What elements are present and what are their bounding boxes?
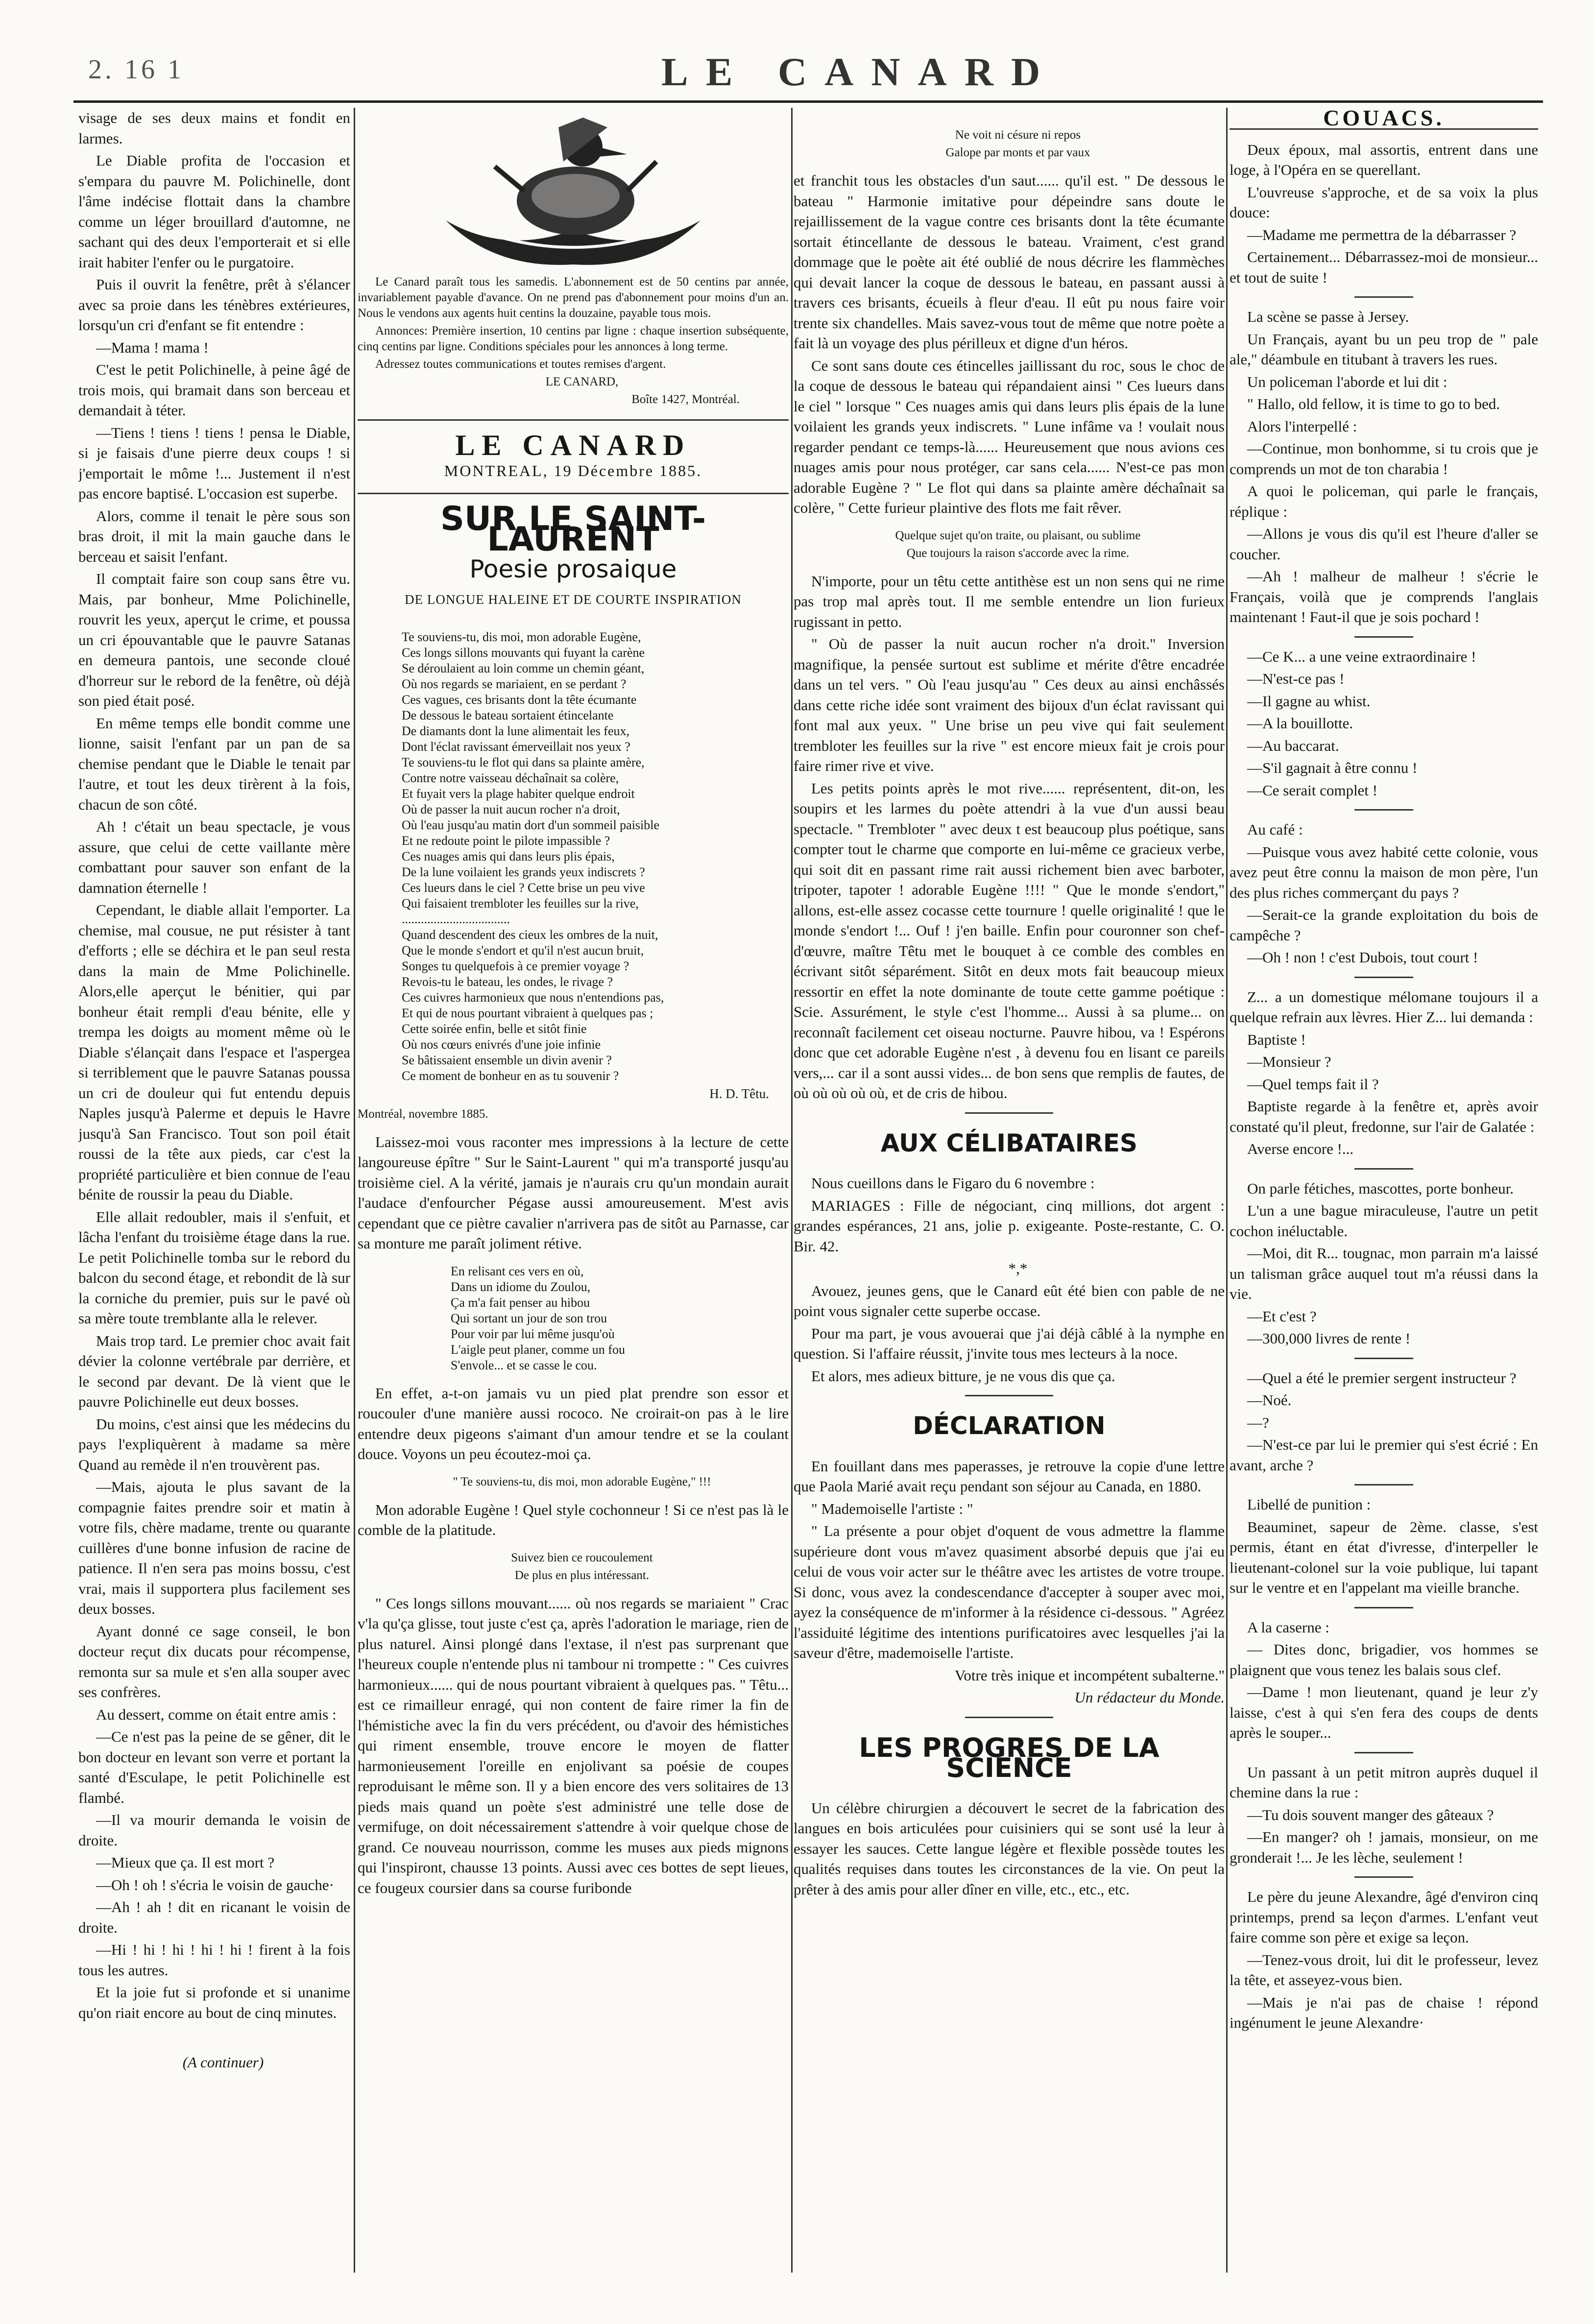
asterism: *,* [1008,1260,1028,1277]
poem [358,629,789,1084]
paragraph: —Monsieur ? [1247,1053,1331,1070]
paragraph: L'ouvreuse s'approche, et de sa voix la plus douce: [1230,183,1538,221]
verse-line: L'aigle peut planer, comme un fou [451,1342,625,1357]
divider [1354,1752,1413,1753]
paragraph: " Où de passer la nuit aucun rocher n'a droit." Inversion magnifique, la pensée surtout est sublime et mérite d'être encadrée dans un tel vers. " Où l'eau jusqu'au " Ces deux au ainsi enchâssés dans cette riche idée sont vraiment des bijoux d'un éclat ravissant qui font mal aux yeux. " Une brise un peu vive qui fait seulement trembloter les feuilles sur la rive " est encore mieux fait je crois pour faire rimer rive et vive. [794,635,1225,774]
joke-item [1230,819,1538,968]
paragraph: Cependant, le diable allait l'emporter. La chemise, mal cousue, ne put résister à tant d'efforts ; elle se déchira et le pan seul resta dans la main de Mme Polichinelle. Alors,elle aperçut le bénitier, qui par bonheur était rempli d'eau bénite, elle y trempa les doigts au moment même où le Diable s'élançait dans l'espace et l'aspergea si terriblement que le pauvre Satanas poussa un cri de douleur qui fut entendu depuis Naples jusqu'à Palerme et depuis le Havre jusqu'à San Francisco. Tout son poil était roussi de la tête aux pieds, car c'est la propriété particulière et bien connue de l'eau bénite de roussir la peau du Diable. [78,901,350,1203]
joke-item [1230,1368,1538,1476]
paragraph: " La présente a pour objet d'oquent de vous admettre la flamme supérieure dont vous m'avez quasiment absorbé depuis que j'ai eu celui de vous voir acter sur le théâtre avec les artistes de votre troupe. Si donc, vous avez la condescendance d'accepter à souper avec moi, ayez la conséquence de m'informer à la résidence ci-dessous. " Agréez l'assiduité légitime des intentions purificatoires avec lesquelles j'ai la saveur d'être, mademoiselle l'artiste. [794,1522,1225,1661]
poem-line: Quand descendent des cieux les ombres de la nuit, [402,928,658,942]
paragraph: —Il gagne au whist. [1247,692,1371,710]
poem-line: Que le monde s'endort et qu'il n'est aucun bruit, [402,943,644,958]
subscription-notice: Le Canard paraît tous les samedis. L'abonnement est de 50 centins par année, invariablement payable d'avance. On ne prend pas d'abonnement pour moins d'un an. Nous le vendons aux agents huit centins la douzaine, payable tous mois. [358,275,789,320]
paragraph: —Tiens ! tiens ! tiens ! pensa le Diable, si je faisais d'une pierre deux coups ! si j'emportait le môme !... Justement il n'est pas encore baptisé. L'occasion est superbe. [78,424,350,502]
divider [965,1112,1053,1114]
verse-line: En relisant ces vers en où, [451,1264,584,1278]
paragraph: " Ces longs sillons mouvant...... où nos regards se mariaient " Crac v'la qu'ça glisse, tout juste c'est ça, après l'adoration le mariage, rien de plus naturel. Ainsi plongé dans l'extase, il n'est pas surprenant que l'heureux couple n'entende plus ni tambour ni trompette : " Ces cuivres harmonieux...... qui de nous pourtant vibraient à quelques pas. " Têtu... est ce rimailleur enragé, qui non content de faire rimer la fin de l'hémistiche avec la fin du vers précédent, ou d'avoir des hémistiches qui riment ensemble, trouve encore le moyen de flatter harmonieusement l'oreille en enjolivant sa poésie de coupes reproduisant le même son. Il y a bien encore des vers solitaires de 13 pieds mais quand un poète s'est administré une telle dose de vermifuge, on doit nécessairement s'attendre à voir quelque chose de grand. Ce nouveau nourrisson, comme les muses aux pieds mignons qui l'inspiront, chausse 13 points. Aussi avec ces bottes de sept lieues, ce fougeux coursier dans sa course furibonde [358,1594,789,1896]
joke-item [1230,987,1538,1159]
article-headline: SUR LE SAINT-LAURENT [440,500,706,559]
page-number: 2. 16 1 [88,54,184,85]
poem-line: Te souviens-tu le flot qui dans sa plainte amère, [402,755,645,769]
paragraph: Un passant à un petit mitron auprès duquel il chemine dans la rue : [1230,1763,1538,1801]
paragraph: Avouez, jeunes gens, que le Canard eût été bien con pable de ne point vous signaler cette superbe occase. [794,1282,1225,1319]
ads-notice: Annonces: Première insertion, 10 centins par ligne : chaque insertion subséquente, cinq centins par ligne. Conditions spéciales pour les annonces à long terme. [358,324,789,353]
poem-line: Cette soirée enfin, belle et sitôt finie [402,1022,587,1036]
paragraph: La scène se passe à Jersey. [1247,308,1409,325]
paragraph: —Tu dois souvent manger des gâteaux ? [1247,1806,1494,1823]
paragraph: —Noé. [1247,1391,1292,1409]
divider [1354,977,1413,978]
poem-line: Songes tu quelquefois à ce premier voyage ? [402,959,629,973]
section-headline: LES PROGRES DE LA SCIENCE [859,1732,1159,1783]
paragraph: Un policeman l'aborde et lui dit : [1247,373,1448,390]
serial-story [78,108,350,2023]
paragraph: Au dessert, comme on était entre amis : [96,1705,337,1723]
paragraph: —Oh ! non ! c'est Dubois, tout court ! [1247,949,1478,966]
duck-illustration [436,108,710,274]
verse-line: Dans un idiome du Zoulou, [451,1279,591,1294]
paragraph: —300,000 livres de rente ! [1247,1330,1411,1347]
joke-item [1230,1494,1538,1598]
paragraph: Puis il ouvrit la fenêtre, prêt à s'élancer avec sa proie dans les ténèbres extérieures, lorsqu'un cri d'enfant se fit entendre : [78,276,350,334]
column-1 [78,108,350,2282]
paragraph: —Quel a été le premier sergent instructeur ? [1247,1369,1517,1387]
paragraph: —Mais, ajouta le plus savant de la compagnie faites prendre soir et matin à votre fils, chère madame, trente ou quarante cuillères d'une bonne infusion de racine de patience. Il n'en sera pas moins bossu, c'est vrai, mais il supportera plus facilement ses deux bosses. [78,1478,350,1617]
paragraph: Et alors, mes adieux bitture, je ne vous dis que ça. [811,1367,1115,1385]
poem-line: Ce moment de bonheur en as tu souvenir ? [402,1069,619,1083]
paragraph: —Oh ! oh ! s'écria le voisin de gauche· [96,1876,334,1893]
paragraph: —S'il gagnait à être connu ! [1247,759,1418,776]
paragraph: Deux époux, mal assortis, entrent dans une loge, à l'Opéra en se querellant. [1230,141,1538,178]
divider [1354,1876,1413,1878]
paragraph: Votre très inique et incompétent subalterne." [955,1666,1225,1684]
paragraph: Laissez-moi vous raconter mes impressions à la lecture de cette langoureuse épître " Sur le Saint-Laurent " qui m'a transporté jusqu'au troisième ciel. A la vérité, jamais je n'aurais cru qu'un mondain aurait l'audace d'enfourcher Pégase aussi amoureusement. M'est avis cependant que ce piètre cavalier n'arrivera pas de sitôt au Parnasse, car sa monture me paraît joliment rétive. [358,1133,789,1252]
section-headline: DÉCLARATION [913,1412,1106,1440]
divider [358,419,789,421]
poem-line: Où l'eau jusqu'au matin dort d'un sommeil paisible [402,818,660,832]
column-4 [1230,108,1538,2282]
paragraph: Un Français, ayant bu un peu trop de " pale ale," déambule en titubant à travers les rues. [1230,330,1538,368]
quote: Quelque sujet qu'on traite, ou plaisant, ou sublime [895,528,1141,542]
paragraph: Ce sont sans doute ces étincelles jaillissant du roc, sous le choc de la coque de dessous le bateau qui répandaient ainsi " Ces lueurs dans le ciel " lorsque " Ces nuages amis qui dans leurs plis épais de la lune voilaient les grands yeux indiscrets. " Lune infâme va ! voulait nous regarder pendant ce temps-là...... Heureusement que nous avions ces nuages amis pour nous protéger, car sans cela...... N'est-ce pas mon adorable Eugène ? " Le flot qui dans sa plainte amère déchaînait sa colère, " Cette furieur plaintive des flots me fait rêver. [794,357,1225,516]
poem-signature: H. D. Têtu. [709,1086,769,1101]
paragraph: " Mademoiselle l'artiste : " [811,1500,973,1517]
poem-line: Et qui de nous pourtant vibraient à quelques pas ; [402,1006,653,1020]
paragraph: En même temps elle bondit comme une lionne, saisit l'enfant par un pan de sa chemise pendant que le Diable le tenait par l'autre, et tout les deux tirèrent à la fois, chacun de son côté. [78,714,350,813]
paragraph: Alors l'interpellé : [1247,417,1357,435]
paragraph: Et la joie fut si profonde et si unanime qu'on riait encore au bout de cinq minutes. [78,1984,350,2021]
paragraph: —Serait-ce la grande exploitation du bois de campêche ? [1230,906,1538,944]
poem-line: Se déroulaient au loin comme un chemin géant, [402,661,645,675]
paragraph: —Il va mourir demanda le voisin de droite. [78,1811,350,1849]
paragraph: Un célèbre chirurgien a découvert le secret de la fabrication des langues en bois articulées pour cuisiniers qui se sont usé la leur à essayer les sauces. Cette langue légère et flexible possède toutes les qualités requises dans toutes les circonstances de la vie. On peut la prêter à des amis pour aller dîner en ville, etc., etc., etc. [794,1799,1225,1898]
poem-line: Ces longs sillons mouvants qui fuyant la carène [402,646,645,660]
paragraph: —Au baccarat. [1247,737,1339,754]
divider [1354,1607,1413,1608]
divider [358,493,789,494]
joke-item [1230,1178,1538,1349]
poem-line: Ces lueurs dans le ciel ? Cette brise un peu vive [402,881,645,895]
paragraph: Mais trop tard. Le premier choc avait fait dévier la colonne vertébrale par derrière, et le second par devant. De là vient que le pauvre Polichinelle eut deux bosses. [78,1332,350,1410]
paragraph: Certainement... Débarrassez-moi de monsieur... et tout de suite ! [1230,248,1538,286]
paragraph: Le père du jeune Alexandre, âgé d'environ cinq printemps, prend sa leçon d'armes. L'enfant veut faire comme son père et exige sa leçon. [1230,1888,1538,1946]
paragraph: et franchit tous les obstacles d'un saut...... qu'il est. " De dessous le bateau " Harmonie imitative pour dépeindre sans doute le rejaillissement de la vague contre ces brisants dont la tête écumante sortait étincellante de dessous le bateau. Vraiment, c'est grand dommage que le poète ait été oublié de nous décrire les flammèches qui devait lancer la coque de dessous le bateau, en passant aussi à travers ces brisants, écueils à fleur d'eau. Il eût pu nous faire voir trente six chandelles. Mais savez-vous tout de même que notre poète a fait là un voyage des plus périlleux et digne d'un héros. [794,172,1225,352]
poem-line: Ces cuivres harmonieux que nous n'entendions pas, [402,990,664,1005]
poem-line: Se bâtissaient ensemble un divin avenir ? [402,1053,612,1067]
article-subhead-2: DE LONGUE HALEINE ET DE COURTE INSPIRATION [405,592,742,607]
joke-item [1230,1887,1538,2033]
paragraph: —Ce serait complet ! [1247,781,1377,799]
verse [358,1264,789,1373]
paragraph: A quoi le policeman, qui parle le français, réplique : [1230,482,1538,520]
paragraph: — Dites donc, brigadier, vos hommes se plaignent que vous tenez les balais sous clef. [1230,1641,1538,1678]
poem-line: Contre notre vaisseau déchaînait sa colère, [402,771,619,785]
paragraph: —Mama ! mama ! [96,338,209,356]
paragraph: Mon adorable Eugène ! Quel style cochonneur ! Si ce n'est pas là le comble de la platitude. [358,1501,789,1538]
poem-line: De dessous le bateau sortaient étincelante [402,708,614,722]
paragraph: L'un a une bague miraculeuse, l'autre un petit cochon inéluctable. [1230,1202,1538,1240]
quote: Suivez bien ce roucoulement [511,1551,653,1564]
poem-line: Où de passer la nuit aucun rocher n'a droit, [402,802,620,816]
joke-item [1230,140,1538,288]
verse-line: Pour voir par lui même jusqu'où [451,1326,615,1341]
paragraph: —Ce K... a une veine extraordinaire ! [1247,647,1476,665]
divider [1354,1168,1413,1170]
joke-item [1230,1762,1538,1868]
paragraph: —Tenez-vous droit, lui dit le professeur, levez la tête, et asseyez-vous bien. [1230,1951,1538,1989]
joke-item [1230,647,1538,801]
paragraph: —Mais je n'ai pas de chaise ! répond ingénument le jeune Alexandre· [1230,1993,1538,2031]
paragraph: —N'est-ce par lui le premier qui s'est écrié : En avant, arche ? [1230,1436,1538,1474]
poem-line: Et fuyait vers la plage habiter quelque endroit [402,787,635,801]
paragraph: Ah ! c'était un beau spectacle, je vous assure, que celui de cette vaillante mère combattant pour sauver son enfant de la damnation éternelle ! [78,818,350,896]
poem-line: Te souviens-tu, dis moi, mon adorable Eugène, [402,630,641,644]
paragraph: Il comptait faire son coup sans être vu. Mais, par bonheur, Mme Polichinelle, rouvrit les yeux, aperçut le crime, et poussa un cri épouvantable que le pauvre Satanas en demeura pantois, une seconde cloué d'horreur sur le rebord de la fenêtre, où déjà son pied était posé. [78,570,350,709]
paragraph: Libellé de punition : [1247,1496,1371,1513]
paragraph: Du moins, c'est ainsi que les médecins du pays l'expliquèrent à madame sa mère Quand au remède il n'en trouvèrent pas. [78,1415,350,1473]
article-subhead: Poesie prosaique [469,555,677,583]
jokes-list [1230,140,1538,2033]
paragraph: Beauminet, sapeur de 2ème. classe, s'est permis, étant en état d'ivresse, d'interpeller le lieutenant-colonel sur la voie publique, lui tapant sur le ventre et en l'appelant ma vieille branche. [1230,1518,1538,1596]
column-2 [358,108,789,2282]
divider [1354,809,1413,811]
divider [1354,1484,1413,1485]
signature: LE CANARD, [545,375,619,388]
divider [1354,296,1413,298]
quote: De plus en plus intéressant. [514,1568,650,1582]
paragraph: Ayant donné ce sage conseil, le bon docteur reçut dix ducats pour récompense, remonta sur sa mule et s'en alla souper avec ses confrères. [78,1622,350,1701]
paragraph: Nous cueillons dans le Figaro du 6 novembre : [811,1174,1095,1192]
dateline: MONTREAL, 19 Décembre 1885. [444,461,702,479]
verse-line: Galope par monts et par vaux [945,146,1090,159]
divider [1354,1358,1413,1359]
paragraph: On parle fétiches, mascottes, porte bonheur. [1247,1179,1514,1197]
joke-item [1230,307,1538,627]
joke-item [1230,1617,1538,1743]
paragraph: A la caserne : [1247,1618,1329,1636]
paragraph: —Moi, dit R... tougnac, mon parrain m'a laissé un talisman grâce auquel tout m'a réussi dans la vie. [1230,1245,1538,1302]
divider [965,1395,1053,1396]
header-rule [73,100,1543,103]
paragraph: Le Diable profita de l'occasion et s'empara du pauvre M. Polichinelle, dont l'âme indécise flottait dans la chambre comme un léger brouillard d'automne, ne sachant qui des deux l'emporterait et si elle irait habiter l'enfer ou le purgatoire. [78,152,350,271]
duck-emblem-icon [436,108,710,274]
poem-date: Montréal, novembre 1885. [358,1107,488,1121]
paragraph: —Puisque vous avez habité cette colonie, vous avez peut être connu la maison de mon père, l'un des plus riches commerçant du pays ? [1230,843,1538,901]
poem-line: Et ne redoute point le pilote impassible ? [402,834,610,848]
column-rule [354,108,355,2273]
paragraph: Alors, comme il tenait le père sous son bras droit, il mit la main gauche dans le berceau et saisit l'enfant. [78,507,350,565]
paragraph: Un rédacteur du Monde. [1074,1689,1225,1706]
paragraph: En effet, a-t-on jamais vu un pied plat prendre son essor et roucouler d'une manière aussi rococo. Ne croirait-on pas à le lire entendre deux pigeons s'aimant d'un amour tendre et se la coulant douce. Voyons un peu écoutez-moi ça. [358,1384,789,1462]
verse-line: Qui sortant un jour de son trou [451,1311,607,1325]
poem-line: De la lune voilaient les grands yeux indiscrets ? [402,865,645,879]
paragraph: Au café : [1247,821,1303,838]
paragraph: —Ah ! malheur de malheur ! s'écrie le Français, voilà que je comprends l'anglais maintenant ! Faut-il que je sois pochard ! [1230,568,1538,625]
column-rule [791,108,793,2273]
column-rule [1226,108,1228,2273]
quote: Que toujours la raison s'accorde avec la rime. [906,546,1130,560]
paragraph: C'est le petit Polichinelle, à peine âgé de trois mois, qui bramait dans son berceau et demandait à téter. [78,361,350,419]
paragraph: —En manger? oh ! jamais, monsieur, on me gronderait !... Je les lèche, seulement ! [1230,1828,1538,1866]
quote: " Te souviens-tu, dis moi, mon adorable Eugène," !!! [453,1475,711,1488]
paragraph: Averse encore !... [1247,1140,1354,1157]
paragraph: Elle allait redoubler, mais il s'enfuit, et lâcha l'enfant du troisième étage dans la rue. Le petit Polichinelle tomba sur le rebord du balcon du second étage, et rebondit de là sur la corniche du premier, puis sur le pavé où sa mère toute tremblante alla le relever. [78,1208,350,1327]
paragraph: —Dame ! mon lieutenant, quand je leur z'y laisse, c'est à qui s'en fera des coups de dents après le souper... [1230,1683,1538,1741]
paragraph: —Madame me permettra de la débarrasser ? [1247,226,1517,243]
section-headline: COUACS. [1230,108,1538,130]
poem-line: Ces nuages amis qui dans leurs plis épais, [402,849,615,863]
section-headline: AUX CÉLIBATAIRES [880,1128,1138,1157]
paragraph: —A la bouillotte. [1247,715,1353,732]
paragraph: —Mieux que ça. Il est mort ? [96,1854,275,1871]
paragraph: —N'est-ce pas ! [1247,670,1345,687]
paragraph: Les petits points après le mot rive...... représentent, dit-on, les soupirs et les larmes du poète attendri à la vue d'un aussi beau spectacle. " Trembloter " avec deux t est beaucoup plus poétique, sans compter tout le charme que comporte en lui-même ce gracieux verbe, qui soit dit en passant rime rait aussi richement bien avec barboter, tripoter, tapoter ! adorable Eugène !!!! " Que le monde s'endort," allons, est-elle assez cocasse cette tournure ! quelle originalité ! que le monde s'endort !... Ouf ! j'en baille. Enfin pour couronner son chef-d'œuvre, maître Têtu met le bouquet à ce comble des combles en écrivant sitôt séparément. Sitôt en deux mots fait beaucoup mieux ressortir en effet la note dominante de toute cette gamme poétique : Scie. Assurément, le style c'est l'homme... Aussi à sa plume... on reconnaît facilement cet oiseau nocturne. Pauvre hibou, va ! Espérons donc que cet adorable Eugène n'est , à devenu fou en lisant ce pareils vers,... car il a sont aussi vides... de bon sens que remplis de fautes, de où où où où où, et de cris de hibou. [794,779,1225,1102]
poem-line: De diamants dont la lune alimentait les feux, [402,724,629,738]
paragraph: N'importe, pour un têtu cette antithèse est un non sens qui ne rime pas trop mal après tout. Il me semble entendre un lion furieux rugissant in petto. [794,572,1225,630]
paragraph: —? [1247,1414,1269,1431]
paragraph: Pour ma part, je vous avouerai que j'ai déjà câblé à la nymphe en question. Si l'affaire réussit, j'invite tous mes lecteurs à la noce. [794,1324,1225,1362]
divider [1354,636,1413,638]
verse-line: Ça m'a fait penser au hibou [451,1295,590,1310]
paragraph: En fouillant dans mes paperasses, je retrouve la copie d'une lettre que Paola Marié avait reçu pendant son séjour au Canada, en 1880. [794,1457,1225,1495]
poem-line: Ces vagues, ces brisants dont la tête écumante [402,693,637,707]
paragraph: Baptiste ! [1247,1030,1306,1048]
poem-line: .................................. [402,912,510,926]
poem-line: Où nos regards se mariaient, en se perdant ? [402,677,627,691]
paragraph: —Hi ! hi ! hi ! hi ! hi ! firent à la fois tous les autres. [78,1941,350,1979]
paragraph: —Ce n'est pas la peine de se gêner, dit le bon docteur en levant son verre et portant la santé d'Esculape, le petit Polichinelle est flambé. [78,1728,350,1806]
continue-note: (A continuer) [182,2054,264,2071]
paragraph: —Et c'est ? [1247,1307,1317,1325]
paragraph: MARIAGES : Fille de négociant, cinq millions, dot argent : grandes espérances, 21 ans, jolie p. exigeante. Poste-restante, C. O. Bir. 42. [794,1197,1225,1255]
poem-line: Dont l'éclat ravissant émerveillait nos yeux ? [402,740,630,754]
column-3 [794,108,1225,2282]
paragraph: —Allons je vous dis qu'il est l'heure d'aller se coucher. [1230,525,1538,563]
paper-name: LE CANARD [455,429,691,461]
paragraph: Baptiste regarde à la fenêtre et, après avoir constaté qu'il pleut, fredonne, sur l'air de Galatée : [1230,1098,1538,1135]
divider [965,1717,1053,1718]
masthead [73,49,1538,94]
newspaper-title: LE CANARD [661,49,1058,94]
address-notice: Adressez toutes communications et toutes remises d'argent. [375,358,666,371]
mailbox: Boîte 1427, Montréal. [631,393,740,406]
paragraph: —Ah ! ah ! dit en ricanant le voisin de droite. [78,1898,350,1936]
paragraph: visage de ses deux mains et fondit en larmes. [78,109,350,147]
poem-line: Où nos cœurs enivrés d'une joie infinie [402,1037,601,1052]
verse-line: Ne voit ni césure ni repos [955,128,1081,142]
paragraph: " Hallo, old fellow, it is time to go to bed. [1247,395,1500,412]
paragraph: Z... a un domestique mélomane toujours il a quelque refrain aux lèvres. Hier Z... lui demanda : [1230,988,1538,1026]
paragraph: —Quel temps fait il ? [1247,1075,1379,1093]
poem-line: Revois-tu le bateau, les ondes, le rivage ? [402,975,613,989]
verse-line: S'envole... et se casse le cou. [451,1358,597,1372]
poem-line: Qui faisaient trembloter les feuilles sur la rive, [402,896,639,910]
paragraph: —Continue, mon bonhomme, si tu crois que je comprends un mot de ton charabia ! [1230,440,1538,478]
